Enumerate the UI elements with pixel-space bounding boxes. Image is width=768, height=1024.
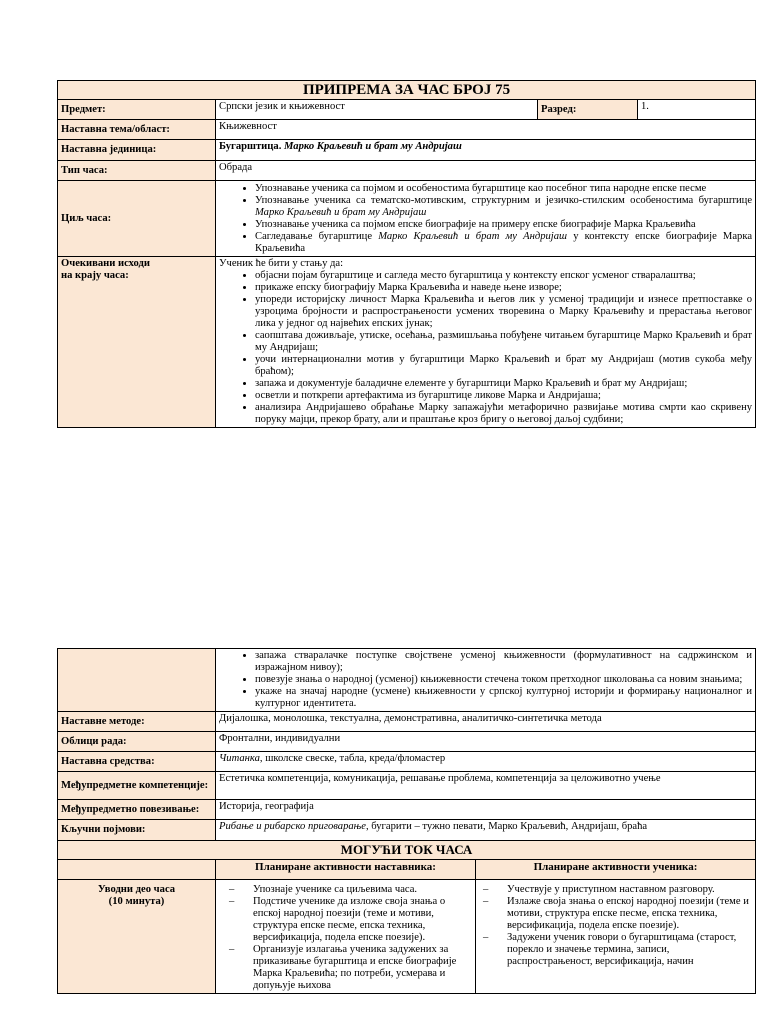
methods-value: Дијалошка, монолошка, текстуална, демонстративна, аналитичко-синтетичка метода — [216, 712, 756, 732]
flow-title-row — [58, 841, 756, 860]
outcome-cont-label — [58, 649, 216, 712]
outcome-item: • анализира Андријашево обраћање Марку запажајући метафорично развијање мотива смрти као скривену поруку мајци, прекор брату, али и праштање кроз бригу о његовој даљој судбини; — [255, 402, 752, 426]
subject-label: Предмет: — [58, 100, 216, 120]
grade-label: Разред: — [538, 100, 638, 120]
flow-title: МОГУЋИ ТОК ЧАСА — [58, 841, 756, 860]
means-label: Наставна средства: — [58, 752, 216, 772]
corr-value: Историја, географија — [216, 800, 756, 820]
type-row — [58, 161, 756, 181]
outcome-item: • уочи интернационални мотив у бугарштици Марко Краљевић и брат му Андријаш (мотив сукоба међу браћом); — [255, 354, 752, 378]
outcome-label — [58, 257, 216, 428]
goal-item — [255, 195, 752, 219]
outcome-item: • саопштава доживљаје, утиске, осећања, размишљања побуђене читањем бугарштице Марко Краљевић и брат му Андријаш; — [255, 330, 752, 354]
goal-label: Циљ часа: — [58, 181, 216, 257]
student-list — [479, 884, 752, 968]
corr-label: Међупредметно повезивање: — [58, 800, 216, 820]
unit-label: Наставна јединица: — [58, 140, 216, 161]
topic-label: Наставна тема/област: — [58, 120, 216, 140]
flow-head-row — [58, 860, 756, 880]
outcome-label-line: Очекивани исходи — [61, 258, 151, 269]
outcome-intro: Ученик ће бити у стању да: — [219, 258, 344, 269]
flow-head-empty — [58, 860, 216, 880]
means-value — [216, 752, 756, 772]
goal-text: у контексту епске биографије Марка Краљевића — [255, 231, 753, 254]
methods-row — [58, 712, 756, 732]
forms-label: Облици рада: — [58, 732, 216, 752]
goal-item — [255, 231, 752, 255]
outcome-item: • запажа и документује баладичне елементе у бугарштици Марко Краљевић и брат му Андријаш; — [255, 378, 752, 390]
methods-label: Наставне методе: — [58, 712, 216, 732]
student-activity-item: – Излаже своја знања о епској народној поезији (теме и мотиви, структура епске песме, епска техника, версификација, подела епске поезије). — [483, 896, 752, 932]
key-italic: Рибање и рибарско приговарање — [219, 821, 366, 832]
comp-label: Међупредметне компетенције: — [58, 772, 216, 800]
outcome-item: • укаже на значај народне (усмене) књижевности у српској културној историји и формирању националног и културног идентитета. — [255, 686, 752, 710]
outcome-item: • објасни појам бугарштице и сагледа место бугарштица у контексту епског усменог стваралаштва; — [255, 270, 752, 282]
topic-row — [58, 120, 756, 140]
key-row — [58, 820, 756, 841]
teacher-activity-item: – Организује излагања ученика задужених за приказивање бугарштица и епске биографије Марка Краљевића; по потреби, усмерава и допуњује њихова — [229, 944, 472, 992]
outcome-item: • осветли и поткрепи артефактима из бугарштице ликове Марка и Андријаша; — [255, 390, 752, 402]
page-1 — [57, 80, 755, 428]
intro-label-line: Уводни део часа — [97, 884, 176, 895]
intro-label-line: (10 минута) — [108, 896, 165, 907]
forms-row — [58, 732, 756, 752]
means-textbook: Читанка — [219, 753, 260, 764]
teacher-activity-item: – Подстиче ученике да изложе своја знања о епској народној поезији (теме и мотиви, структура епске песме, епска техника, версификација, подела епске поезије). — [229, 896, 472, 944]
outcome-row — [58, 257, 756, 428]
outcome-list — [219, 270, 752, 426]
goal-item: • Упознавање ученика са појмом епске биографије на примеру епске биографије Марка Краљевића — [255, 219, 752, 231]
student-head: Планиране активности ученика: — [476, 860, 756, 880]
type-value: Обрада — [216, 161, 756, 181]
subject-row — [58, 100, 756, 120]
subject-value: Српски језик и књижевност — [216, 100, 538, 120]
student-activity-item: – Задужени ученик говори о бугарштицама (старост, порекло и значење термина, записи, распрострањеност, версификација, начин — [483, 932, 752, 968]
intro-label — [58, 880, 216, 994]
outcome-label-line: на крају часа: — [61, 270, 129, 281]
outcome-cont-row — [58, 649, 756, 712]
goal-list — [219, 183, 752, 255]
means-row — [58, 752, 756, 772]
goal-title: Марко Краљевић и брат му Андријаш — [255, 207, 427, 218]
unit-value — [216, 140, 756, 161]
comp-row — [58, 772, 756, 800]
goal-row — [58, 181, 756, 257]
unit-value-title: Марко Краљевић и брат му Андријаш — [284, 141, 462, 152]
teacher-list — [219, 884, 472, 992]
outcome-cont-value — [216, 649, 756, 712]
outcome-cont-list — [219, 650, 752, 710]
goal-item: • Упознавање ученика са појмом и особеностима бугарштице као посебног типа народне епске песме — [255, 183, 752, 195]
title-row — [58, 81, 756, 100]
forms-value: Фронтални, индивидуални — [216, 732, 756, 752]
teacher-activity-item: – Упознаје ученике са циљевима часа. — [229, 884, 472, 896]
page-title: ПРИПРЕМА ЗА ЧАС БРОЈ 75 — [58, 81, 756, 100]
outcome-item: • повезује знања о народној (усменој) књижевности стечена током претходног школовања са новим знањима; — [255, 674, 752, 686]
means-rest: , школске свеске, табла, креда/фломастер — [259, 753, 446, 764]
goal-text: Упознавање ученика са тематско-мотивским, структурним и језичко-стилским особеностима бугарштице — [255, 195, 753, 206]
unit-value-genre: Бугарштица. — [219, 141, 284, 152]
type-label: Тип часа: — [58, 161, 216, 181]
unit-row — [58, 140, 756, 161]
teacher-head: Планиране активности наставника: — [216, 860, 476, 880]
outcome-item: • прикаже епску биографију Марка Краљевића и наведе њене изворе; — [255, 282, 752, 294]
goal-text: Сагледавање бугарштице — [255, 231, 379, 242]
lesson-plan-table-1 — [57, 80, 756, 428]
outcome-item: • упореди историјску личност Марка Краљевића и његов лик у усменој традицији и изнесе претпоставке о узроцима бројности и распрострањености усмених творевина о Марку Краљевићу и прерастања његовог лика у једног од највећих епских јунак; — [255, 294, 752, 330]
goal-value — [216, 181, 756, 257]
key-value — [216, 820, 756, 841]
teacher-activities — [216, 880, 476, 994]
key-label: Кључни појмови: — [58, 820, 216, 841]
page-2 — [57, 648, 755, 994]
goal-title: Марко Краљевић и брат му Андријаш — [378, 231, 568, 242]
outcome-value — [216, 257, 756, 428]
student-activities — [476, 880, 756, 994]
outcome-item: • запажа стваралачке поступке својствене усменој књижевности (формулативност на садржинском и изражајном нивоу); — [255, 650, 752, 674]
comp-value: Естетичка компетенција, комуникација, решавање проблема, компетенција за целоживотно учење — [216, 772, 756, 800]
topic-value: Књижевност — [216, 120, 756, 140]
lesson-plan-table-2 — [57, 648, 756, 994]
student-activity-item: – Учествује у приступном наставном разговору. — [483, 884, 752, 896]
corr-row — [58, 800, 756, 820]
grade-value: 1. — [638, 100, 756, 120]
key-rest: , бугарити – тужно певати, Марко Краљевић, Андријаш, браћа — [365, 821, 648, 832]
intro-row — [58, 880, 756, 994]
